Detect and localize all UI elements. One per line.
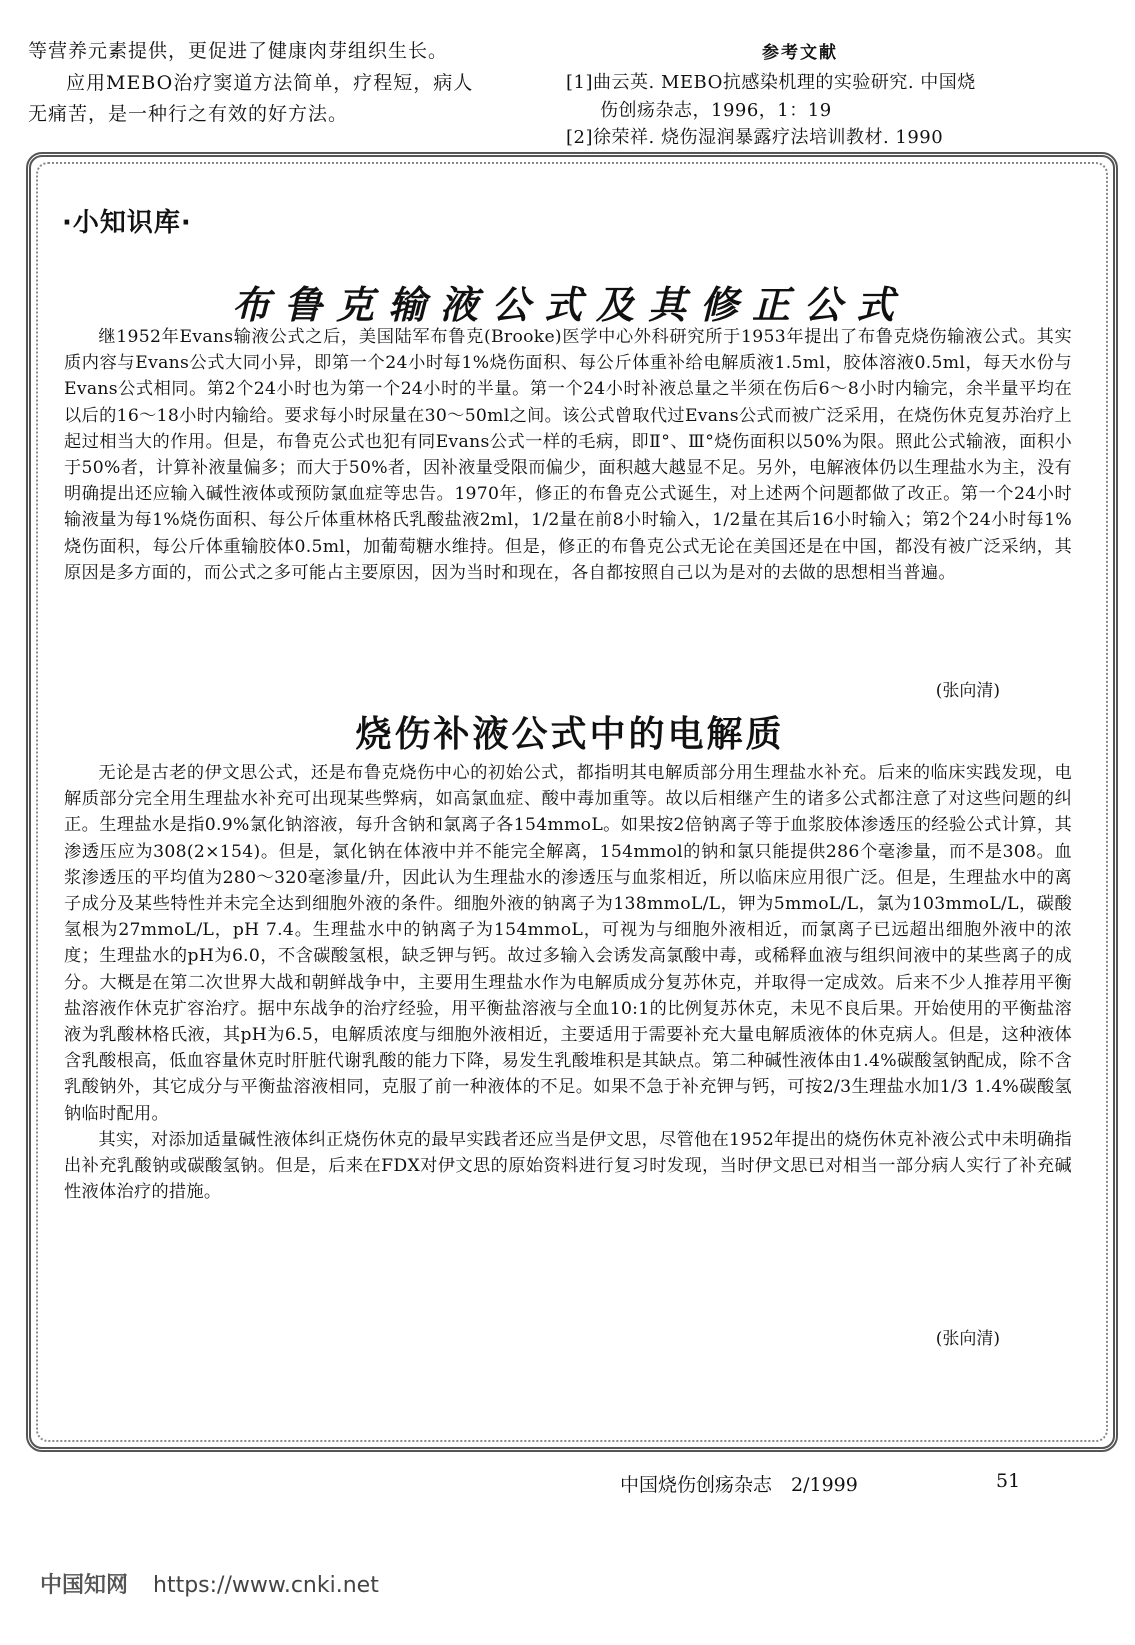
article-1-title: 布鲁克输液公式及其修正公式 bbox=[231, 282, 908, 327]
page-number: 51 bbox=[996, 1470, 1021, 1492]
article-1-paragraph: 继1952年Evans输液公式之后，美国陆军布鲁克(Brooke)医学中心外科研究所于1953年提出了布鲁克烧伤输液公式。其实质内容与Evans公式大同小异，即第一个24小时每1%烧伤面积、每公斤体重补给电解质液1.5ml，胶体溶液0.5ml，每天水份与Evans公式相同。第2个24小时也为第一个24小时的半量。第一个24小时补液总量之半须在伤后6～8小时内输完，余半量平均在以后的16～18小时内输给。要求每小时尿量在30～50ml之间。该公式曾取代过Evans公式而被广泛采用，在烧伤休克复苏治疗上起过相当大的作用。但是，布鲁克公式也犯有同Evans公式一样的毛病，即Ⅱ°、Ⅲ°烧伤面积以50%为限。照此公式输液，面积小于50%者，计算补液量偏多；而大于50%者，因补液量受限而偏少，面积越大越显不足。另外，电解液体仍以生理盐水为主，没有明确提出还应输入碱性液体或预防氯血症等忠告。1970年，修正的布鲁克公式诞生，对上述两个问题都做了改正。第一个24小时输液量为每1%烧伤面积、每公斤体重林格氏乳酸盐液2ml，1/2量在前8小时输入，1/2量在其后16小时输入；第2个24小时每1%烧伤面积，每公斤体重输胶体0.5ml，加葡萄糖水维持。但是，修正的布鲁克公式无论在美国还是在中国，都没有被广泛采纳，其原因是多方面的，而公式之多可能占主要原因，因为当时和现在，各自都按照自己以为是对的去做的思想相当普遍。 bbox=[64, 327, 1072, 583]
article-2-paragraph-1: 无论是古老的伊文思公式，还是布鲁克烧伤中心的初始公式，都指明其电解质部分用生理盐水补充。后来的临床实践发现，电解质部分完全用生理盐水补充可出现某些弊病，如高氯血症、酸中毒加重等。故以后相继产生的诸多公式都注意了对这些问题的纠正。生理盐水是指0.9%氯化钠溶液，每升含钠和氯离子各154mmoL。如果按2倍钠离子等于血浆胶体渗透压的经验公式计算，其渗透压应为308(2×154)。但是，氯化钠在体液中并不能完全解离，154mmol的钠和氯只能提供286个毫渗量，而不是308。血浆渗透压的平均值为280～320毫渗量/升，因此认为生理盐水的渗透压与血浆相近，所以临床应用很广泛。但是，生理盐水中的离子成分及某些特性并未完全达到细胞外液的条件。细胞外液的钠离子为138mmoL/L，钾为5mmoL/L，氯为103mmoL/L，碳酸氢根为27mmoL/L，pH 7.4。生理盐水中的钠离子为154mmoL，可视为与细胞外液相近，而氯离子已远超出细胞外液中的浓度；生理盐水的pH为6.0，不含碳酸氢根，缺乏钾与钙。故过多输入会诱发高氯酸中毒，或稀释血液与组织间液中的某些离子的成分。大概是在第二次世界大战和朝鲜战争中，主要用生理盐水作为电解质成分复苏休克，并取得一定成效。后来不少人推荐用平衡盐溶液作休克扩容治疗。据中东战争的治疗经验，用平衡盐溶液与全血10:1的比例复苏休克，未见不良后果。开始使用的平衡盐溶液为乳酸林格氏液，其pH为6.5，电解质浓度与细胞外液相近，主要适用于需要补充大量电解质液体的休克病人。但是，这种液体含乳酸根高，低血容量休克时肝脏代谢乳酸的能力下降，易发生乳酸堆积是其缺点。第二种碱性液体由1.4%碳酸氢钠配成，除不含乳酸钠外，其它成分与平衡盐溶液相同，克服了前一种液体的不足。如果不急于补充钾与钙，可按2/3生理盐水加1/3 1.4%碳酸氢钠临时配用。 bbox=[64, 763, 1072, 1124]
continuation-line-2: 应用MEBO治疗窦道方法简单，疗程短，病人 bbox=[66, 72, 474, 94]
continuation-line-1: 等营养元素提供，更促进了健康肉芽组织生长。 bbox=[28, 40, 449, 62]
reference-1: [1]曲云英. MEBO抗感染机理的实验研究. 中国烧 bbox=[566, 72, 976, 93]
footer-journal: 中国烧伤创疡杂志 2/1999 bbox=[620, 1474, 858, 1496]
cnki-watermark bbox=[40, 1568, 379, 1599]
cnki-brand: 中国知网 bbox=[40, 1573, 129, 1598]
article-1-body bbox=[64, 324, 1072, 586]
reference-1-cont: 伤创疡杂志，1996，1：19 bbox=[600, 100, 832, 121]
references-title: 参考文献 bbox=[762, 43, 838, 63]
continuation-line-3: 无痛苦，是一种行之有效的好方法。 bbox=[28, 103, 349, 125]
article-2-author: (张向清) bbox=[935, 1329, 1000, 1349]
article-2-title: 烧伤补液公式中的电解质 bbox=[355, 714, 785, 755]
cnki-url[interactable]: https://www.cnki.net bbox=[153, 1573, 379, 1598]
article-1-author: (张向清) bbox=[935, 681, 1000, 701]
article-2-paragraph-2: 其实，对添加适量碱性液体纠正烧伤休克的最早实践者还应当是伊文思，尽管他在1952年提出的烧伤休克补液公式中未明确指出补充乳酸钠或碳酸氢钠。但是，后来在FDX对伊文思的原始资料进行复习时发现，当时伊文思已对相当一部分病人实行了补充碱性液体治疗的措施。 bbox=[64, 1129, 1072, 1203]
article-2-body bbox=[64, 760, 1072, 1205]
section-label: ·小知识库· bbox=[62, 208, 192, 238]
reference-2: [2]徐荣祥. 烧伤湿润暴露疗法培训教材. 1990 bbox=[566, 127, 944, 148]
